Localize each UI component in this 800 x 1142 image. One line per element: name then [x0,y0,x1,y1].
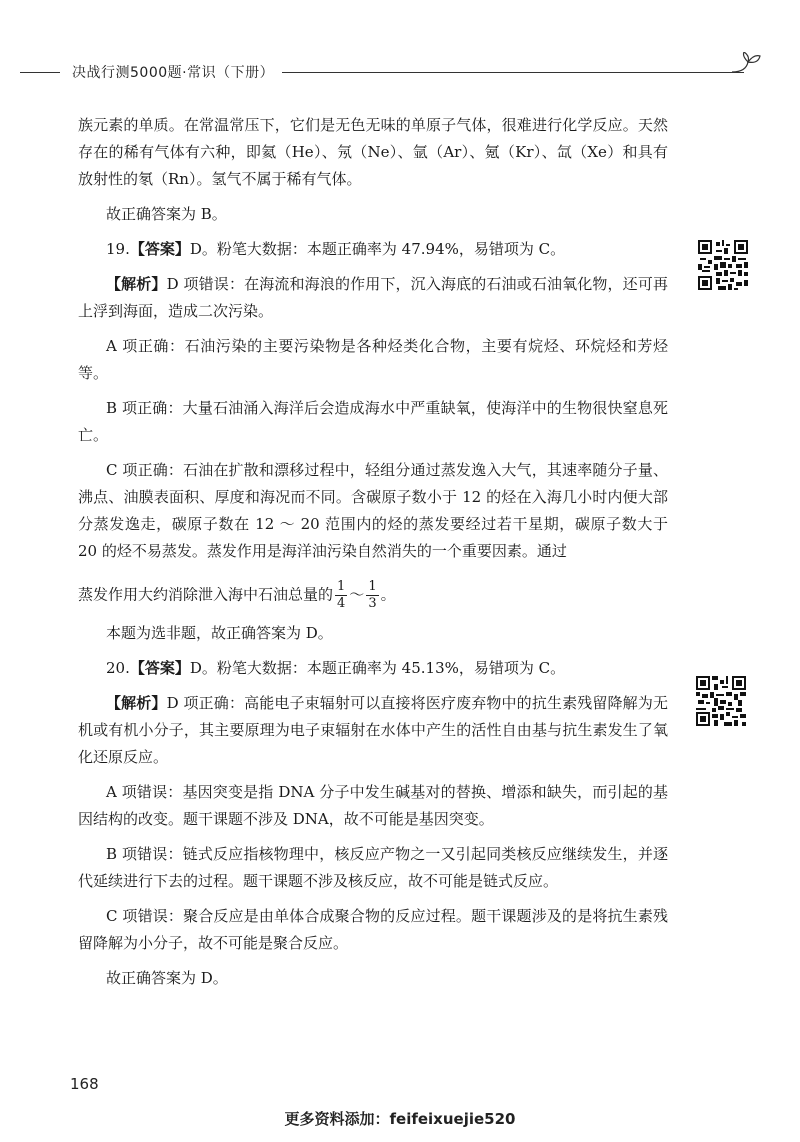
paragraph: A 项错误：基因突变是指 DNA 分子中发生碱基对的替换、增添和缺失，而引起的基因结构的改变。题干课题不涉及 DNA，故不可能是基因突变。 [78,783,668,828]
fraction-line [78,579,668,612]
running-header [20,62,756,82]
paragraph: 本题为选非题，故正确答案为 D。 [106,624,333,642]
paragraph: 族元素的单质。在常温常压下，它们是无色无味的单原子气体，很难进行化学反应。天然存在的稀有气体有六种，即氦（He）、氖（Ne）、氩（Ar）、氪（Kr）、氙（Xe）和具有放射性的氡（Rn）。氢气不属于稀有气体。 [78,116,668,188]
question-number: 20. [106,659,130,677]
header-rule-left [20,72,60,73]
paragraph: B 项正确：大量石油涌入海洋后会造成海水中严重缺氧，使海洋中的生物很快窒息死亡。 [78,399,668,444]
fraction-prefix: 蒸发作用大约消除泄入海中石油总量的 [78,585,334,604]
analysis-20 [78,690,668,771]
page-number: 168 [70,1075,99,1093]
fraction-denominator: 3 [368,596,377,611]
answer-label: 【答案】 [129,240,190,258]
answer-19 [78,236,668,263]
paragraph: 故正确答案为 B。 [106,205,227,223]
question-number: 19. [106,240,130,258]
answer-text: D。粉笔大数据：本题正确率为 45.13%，易错项为 C。 [189,659,566,677]
analysis-19 [78,271,668,325]
page-content [78,112,668,992]
paragraph: C 项正确：石油在扩散和漂移过程中，轻组分通过蒸发逸入大气，其速率随分子量、沸点、油膜表面积、厚度和海况而不同。含碳原子数小于 12 的烃在入海几小时内便大部分蒸发逸走，碳原子数在 12 ～ 20 范围内的烃的蒸发要经过若干星期，碳原子数大于 20 的烃不易蒸发。蒸发作用是海洋油污染自然消失的一个重要因素。通过 [78,461,668,560]
qr-code-icon[interactable] [696,676,746,726]
qr-code-icon[interactable] [698,240,748,290]
period: 。 [380,585,396,604]
paragraph: 故正确答案为 D。 [106,969,228,987]
paragraph: A 项正确：石油污染的主要污染物是各种烃类化合物，主要有烷烃、环烷烃和芳烃等。 [78,337,668,382]
paragraph: C 项错误：聚合反应是由单体合成聚合物的反应过程。题干课题涉及的是将抗生素残留降解为小分子，故不可能是聚合反应。 [78,907,668,952]
leaf-ornament-icon [732,52,762,78]
paragraph: B 项错误：链式反应指核物理中，核反应产物之一又引起同类核反应继续发生，并逐代延续进行下去的过程。题干课题不涉及核反应，故不可能是链式反应。 [78,845,668,890]
answer-text: D。粉笔大数据：本题正确率为 47.94%，易错项为 C。 [189,240,566,258]
fraction-numerator: 1 [368,579,377,594]
answer-20 [78,655,668,682]
analysis-text: D 项正确：高能电子束辐射可以直接将医疗废弃物中的抗生素残留降解为无机或有机小分子，其主要原理为电子束辐射在水体中产生的活性自由基与抗生素发生了氧化还原反应。 [78,694,668,766]
header-rule-right [282,72,744,73]
fraction-denominator: 4 [337,596,346,611]
analysis-label: 【解析】 [106,275,167,293]
answer-label: 【答案】 [129,659,190,677]
analysis-text: D 项错误：在海流和海浪的作用下，沉入海底的石油或石油氧化物，还可再上浮到海面，造成二次污染。 [78,275,668,320]
fraction-numerator: 1 [337,579,346,594]
fraction-one-quarter [335,579,347,612]
analysis-label: 【解析】 [106,694,167,712]
footer-promo: 更多资料添加：feifeixuejie520 [284,1110,516,1128]
tilde: ～ [349,585,365,604]
header-title: 决战行测5000题·常识（下册） [72,65,275,81]
fraction-one-third [366,579,378,612]
